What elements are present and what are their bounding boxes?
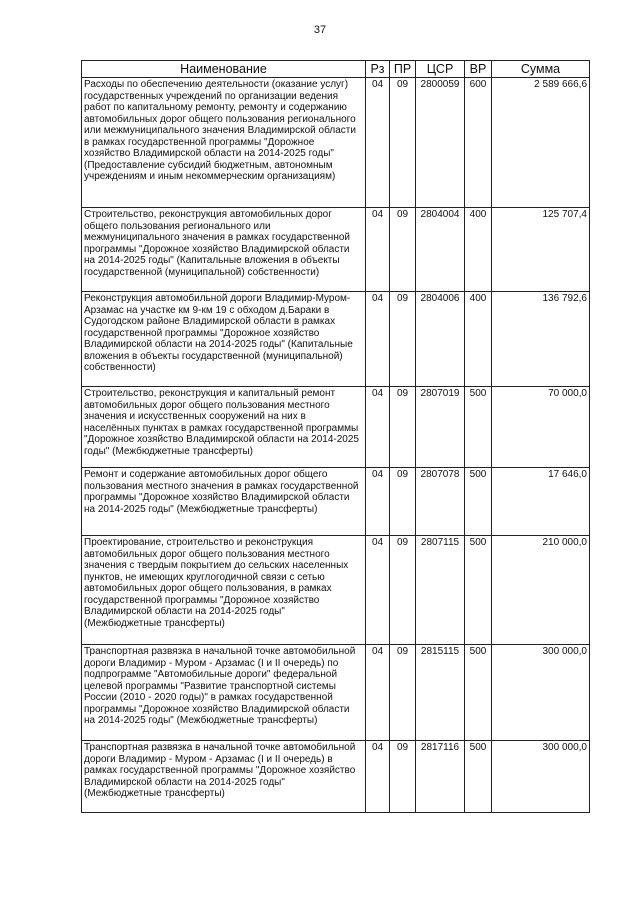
row-csr: 2817116 <box>416 741 465 813</box>
row-name: Транспортная развязка в начальной точке автомобильной дороги Владимир - Муром - Арзамас (I и II очередь) по подпрограмме "Автомобильные дороги" федеральной целевой программы "Развитие транспортной системы России (2010 - 2020 годы)" в рамках государственной программы "Дорожное хозяйство Владимирской области на 2014-2025 годы" (Межбюджетные трансферты) <box>82 645 366 741</box>
row-pr: 09 <box>390 387 416 468</box>
row-vr: 500 <box>465 468 492 536</box>
header-rz: Рз <box>366 61 390 78</box>
row-rz: 04 <box>366 78 390 208</box>
table-row <box>82 78 590 208</box>
row-vr: 600 <box>465 78 492 208</box>
row-name: Транспортная развязка в начальной точке автомобильной дороги Владимир - Муром - Арзамас (I и II очередь) в рамках государственной программы "Дорожное хозяйство Владимирской области на 2014-2025 годы" (Межбюджетные трансферты) <box>82 741 366 813</box>
row-csr: 2807019 <box>416 387 465 468</box>
header-name: Наименование <box>82 61 366 78</box>
row-csr: 2804006 <box>416 292 465 387</box>
header-pr: ПР <box>390 61 416 78</box>
row-name: Ремонт и содержание автомобильных дорог общего пользования местного значения в рамках государственной программы "Дорожное хозяйство Владимирской области на 2014-2025 годы" (Межбюджетные трансферты) <box>82 468 366 536</box>
row-vr: 500 <box>465 536 492 645</box>
row-sum: 300 000,0 <box>492 645 590 741</box>
row-vr: 400 <box>465 292 492 387</box>
table-row <box>82 208 590 292</box>
row-rz: 04 <box>366 536 390 645</box>
row-csr: 2800059 <box>416 78 465 208</box>
row-pr: 09 <box>390 645 416 741</box>
row-pr: 09 <box>390 741 416 813</box>
row-csr: 2804004 <box>416 208 465 292</box>
row-rz: 04 <box>366 387 390 468</box>
row-sum: 210 000,0 <box>492 536 590 645</box>
row-rz: 04 <box>366 292 390 387</box>
row-pr: 09 <box>390 208 416 292</box>
header-sum: Сумма <box>492 61 590 78</box>
row-pr: 09 <box>390 536 416 645</box>
row-sum: 125 707,4 <box>492 208 590 292</box>
row-name: Проектирование, строительство и реконструкция автомобильных дорог общего пользования местного значения с твердым покрытием до сельских населенных пунктов, не имеющих круглогодичной связи с сетью автомобильных дорог общего пользования, в рамках государственной программы "Дорожное хозяйство Владимирской области на 2014-2025 годы" (Межбюджетные трансферты) <box>82 536 366 645</box>
row-vr: 400 <box>465 208 492 292</box>
row-name: Реконструкция автомобильной дороги Владимир-Муром-Арзамас на участке км 9-км 19 с обходом д.Бараки в Судогодском районе Владимирской области в рамках государственной программы "Дорожное хозяйство Владимирской области на 2014-2025 годы" (Капитальные вложения в объекты государственной (муниципальной) собственности) <box>82 292 366 387</box>
row-rz: 04 <box>366 208 390 292</box>
row-sum: 2 589 666,6 <box>492 78 590 208</box>
row-sum: 136 792,6 <box>492 292 590 387</box>
row-pr: 09 <box>390 292 416 387</box>
table-row <box>82 536 590 645</box>
table-row <box>82 645 590 741</box>
row-rz: 04 <box>366 645 390 741</box>
row-vr: 500 <box>465 387 492 468</box>
table-row <box>82 387 590 468</box>
row-sum: 300 000,0 <box>492 741 590 813</box>
table-header-row <box>82 61 590 78</box>
row-csr: 2807115 <box>416 536 465 645</box>
header-csr: ЦСР <box>416 61 465 78</box>
row-pr: 09 <box>390 468 416 536</box>
row-name: Строительство, реконструкция автомобильных дорог общего пользования регионального или межмуниципального значения в рамках государственной программы "Дорожное хозяйство Владимирской области на 2014-2025 годы" (Капитальные вложения в объекты государственной (муниципальной) собственности) <box>82 208 366 292</box>
row-name: Строительство, реконструкция и капитальный ремонт автомобильных дорог общего пользования местного значения и искусственных сооружений на них в населённых пунктах в рамках государственной программы "Дорожное хозяйство Владимирской области на 2014-2025 годы" (Межбюджетные трансферты) <box>82 387 366 468</box>
header-vr: ВР <box>465 61 492 78</box>
row-pr: 09 <box>390 78 416 208</box>
row-csr: 2815115 <box>416 645 465 741</box>
row-rz: 04 <box>366 741 390 813</box>
row-sum: 70 000,0 <box>492 387 590 468</box>
table-row <box>82 468 590 536</box>
budget-table <box>81 60 590 813</box>
page-number: 37 <box>313 24 327 36</box>
row-vr: 500 <box>465 741 492 813</box>
table-row <box>82 292 590 387</box>
row-sum: 17 646,0 <box>492 468 590 536</box>
row-vr: 500 <box>465 645 492 741</box>
table-row <box>82 741 590 813</box>
row-csr: 2807078 <box>416 468 465 536</box>
row-rz: 04 <box>366 468 390 536</box>
row-name: Расходы по обеспечению деятельности (оказание услуг) государственных учреждений по организации ведения работ по капитальному ремонту, ремонту и содержанию автомобильных дорог общего пользования регионального или межмуниципального значения Владимирской области в рамках государственной программы "Дорожное хозяйство Владимирской области на 2014-2025 годы" (Предоставление субсидий бюджетным, автономным учреждениям и иным некоммерческим организациям) <box>82 78 366 208</box>
